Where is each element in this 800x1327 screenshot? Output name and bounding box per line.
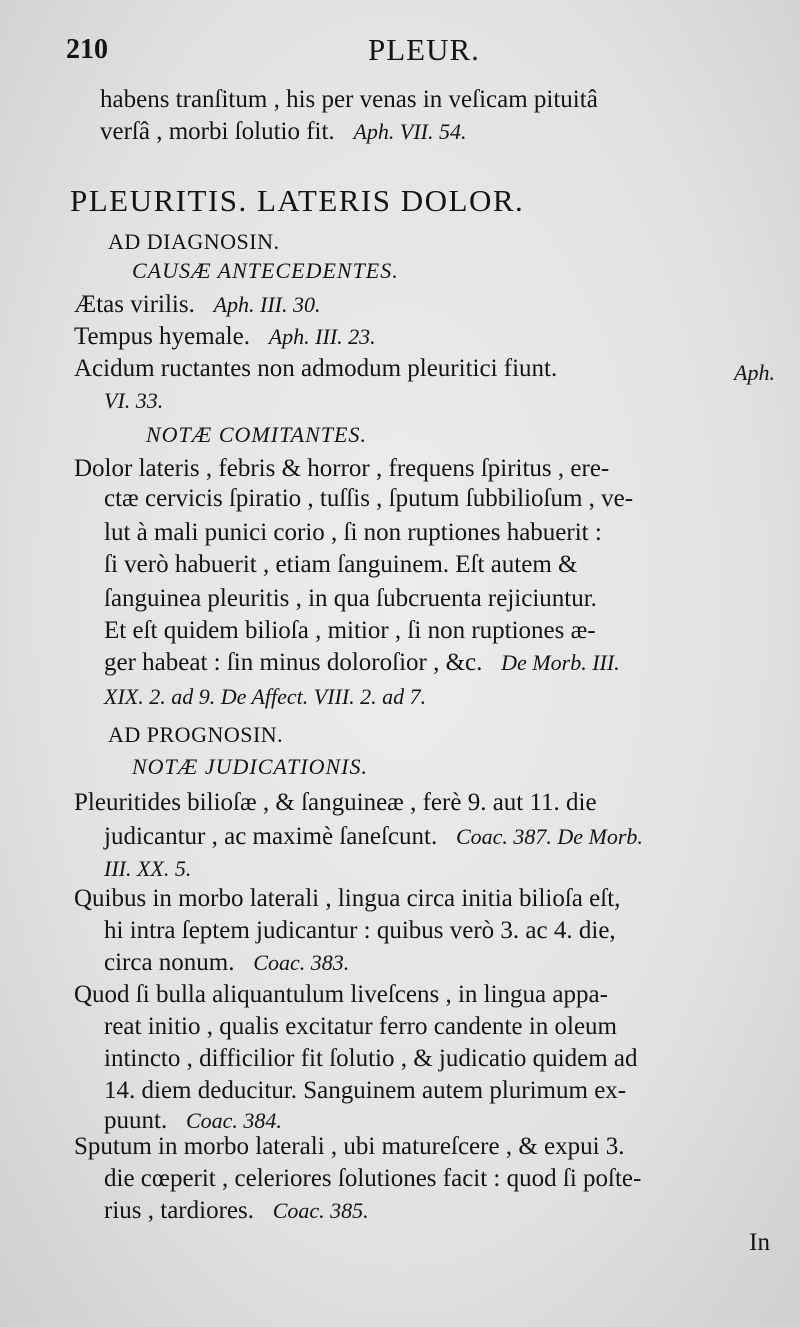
text-line: die cœperit , celeriores ſolutiones facit : quod ſi poſte- (104, 1165, 642, 1192)
text-line: ſi verò habuerit , etiam ſanguinem. Eſt autem & (104, 551, 578, 578)
citation: Coac. 383. (253, 950, 350, 975)
citation: Aph. III. 30. (213, 292, 321, 317)
subsection-heading: NOTÆ COMITANTES. (146, 422, 367, 447)
citation: De Morb. III. (501, 650, 620, 675)
text-line: ger habeat : ſin minus doloroſior , &c. De Morb. III. (104, 649, 620, 676)
text-line: Sputum in morbo laterali , ubi matureſcere , & expui 3. (74, 1133, 625, 1160)
subsection-heading: CAUSÆ ANTECEDENTES. (132, 258, 399, 283)
citation: Aph. VII. 54. (353, 119, 467, 144)
section-heading: AD DIAGNOSIN. (108, 229, 280, 254)
catchword: In (749, 1229, 770, 1256)
subsection-heading: NOTÆ JUDICATIONIS. (132, 754, 368, 779)
running-head: PLEUR. (368, 32, 480, 67)
text-line: Tempus hyemale. Aph. III. 23. (74, 323, 376, 350)
text-line: lut à mali punici corio , ſi non ruptiones habuerit : (104, 519, 602, 546)
text-line: Pleuritides bilioſæ , & ſanguineæ , ferè 9. aut 11. die (74, 789, 597, 816)
citation: Coac. 384. (185, 1108, 282, 1133)
citation: VI. 33. (104, 388, 164, 413)
text-line: rius , tardiores. Coac. 385. (104, 1197, 369, 1224)
text-line: verſâ , morbi ſolutio fit. Aph. VII. 54. (100, 118, 467, 145)
text-line: Et eſt quidem bilioſa , mitior , ſi non ruptiones æ- (104, 617, 596, 644)
page-number: 210 (66, 34, 108, 65)
text-line: intincto , difficilior fit ſolutio , & judicatio quidem ad (104, 1045, 638, 1072)
text-line: 14. diem deducitur. Sanguinem autem plurimum ex- (104, 1077, 627, 1104)
citation: Aph. III. 23. (268, 324, 376, 349)
text-line: Acidum ructantes non admodum pleuritici fiunt. (74, 355, 558, 382)
citation: Coac. 387. De Morb. (455, 824, 643, 849)
text-line: Ætas virilis. Aph. III. 30. (74, 291, 321, 318)
text-line: judicantur , ac maximè ſaneſcunt. Coac. 387. De Morb. (104, 823, 643, 850)
text-line: hi intra ſeptem judicantur : quibus verò 3. ac 4. die, (104, 917, 616, 944)
citation: Coac. 385. (272, 1198, 369, 1223)
text-line: habens tranſitum , his per venas in veſicam pituitâ (100, 86, 598, 113)
text-line: reat initio , qualis excitatur ferro candente in oleum (104, 1013, 618, 1040)
citation: XIX. 2. ad 9. De Affect. VIII. 2. ad 7. (104, 684, 427, 709)
section-heading: AD PROGNOSIN. (108, 722, 284, 747)
citation: III. XX. 5. (104, 856, 192, 881)
text-line: ſanguinea pleuritis , in qua ſubcruenta rejiciuntur. (104, 585, 597, 612)
chapter-title: PLEURITIS. LATERIS DOLOR. (70, 183, 525, 218)
text-line: Dolor lateris , febris & horror , frequens ſpiritus , ere- (74, 455, 610, 482)
page-header (66, 34, 760, 74)
text-line: circa nonum. Coac. 383. (104, 949, 350, 976)
text-line: puunt. Coac. 384. (104, 1107, 282, 1134)
text-line: Quibus in morbo laterali , lingua circa initia bilioſa eſt, (74, 885, 621, 912)
text-line: ctæ cervicis ſpiratio , tuſſis , ſputum ſubbilioſum , ve- (104, 485, 634, 512)
text-line: Quod ſi bulla aliquantulum liveſcens , in lingua appa- (74, 981, 608, 1008)
citation: Aph. (734, 360, 775, 385)
